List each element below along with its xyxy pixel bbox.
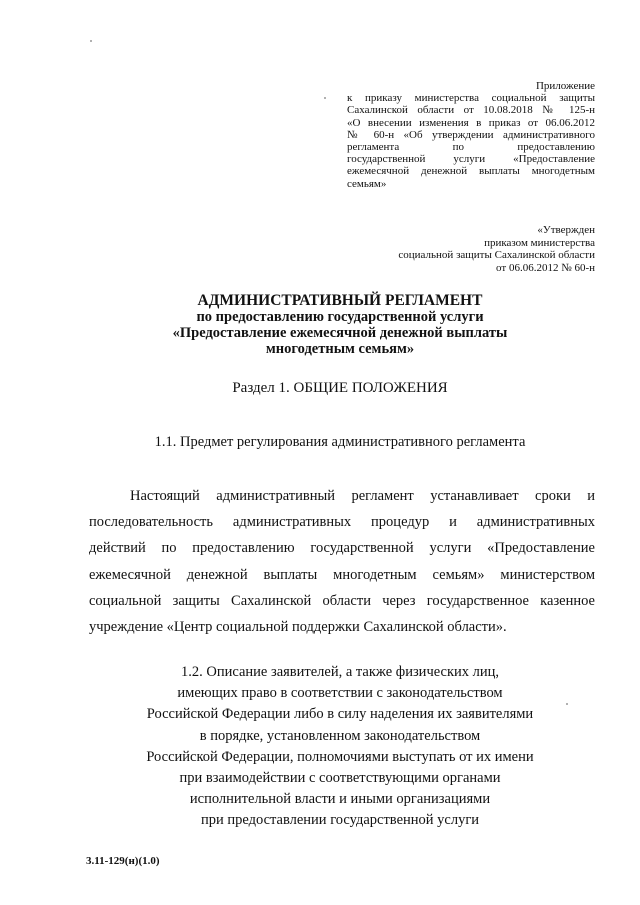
scan-speck (90, 40, 92, 42)
heading-line: имеющих право в соответствии с законодательством (177, 685, 503, 702)
scan-speck (566, 703, 568, 705)
title-line: АДМИНИСТРАТИВНЫЙ РЕГЛАМЕНТ (197, 292, 483, 309)
appendix-line: регламента по предоставлению (347, 141, 595, 154)
paragraph-line: учреждение «Центр социальной поддержки Сахалинской области». (89, 619, 507, 636)
appendix-line: «О внесении изменения в приказ от 06.06.2012 (347, 116, 595, 129)
appendix-note (347, 80, 595, 190)
scan-speck (324, 97, 326, 99)
paragraph-1-1 (89, 483, 595, 640)
heading-line: в порядке, установленном законодательством (199, 727, 481, 744)
heading-line: Российской Федерации, полномочиями выступать от их имени (146, 748, 534, 765)
paragraph-line: последовательность административных процедур и административных (89, 514, 595, 531)
heading-line: при взаимодействии с соответствующими органами (179, 770, 501, 787)
heading-line: исполнительной власти и иными организациями (189, 791, 491, 808)
heading-line: Российской Федерации либо в силу наделения их заявителями (146, 706, 534, 723)
heading-line: 1.2. Описание заявителей, а также физических лиц, (180, 664, 500, 680)
section-heading: Раздел 1. ОБЩИЕ ПОЛОЖЕНИЯ (232, 380, 448, 396)
approval-line: от 06.06.2012 № 60-н (496, 261, 595, 274)
approval-note (330, 224, 595, 274)
appendix-line: ежемесячной денежной выплаты многодетным (347, 165, 595, 178)
title-line: по предоставлению государственной услуги (196, 309, 484, 325)
paragraph-line: действий по предоставлению государственной услуги «Предоставление (89, 540, 595, 557)
paragraph-line: социальной защиты Сахалинской области через государственное казенное (89, 592, 595, 609)
subsection-1-2-heading (80, 662, 600, 832)
title-line: многодетным семьям» (265, 341, 415, 357)
appendix-line: государственной услуги «Предоставление (347, 153, 595, 166)
approval-line: социальной защиты Сахалинской области (398, 249, 595, 262)
document-title (80, 293, 600, 357)
appendix-line: семьям» (347, 177, 387, 190)
appendix-line: № 60-н «Об утверждении административного (347, 128, 595, 141)
paragraph-line: ежемесячной денежной выплаты многодетным семьям» министерством (89, 566, 595, 583)
document-code: 3.11-129(н)(1.0) (86, 855, 160, 867)
appendix-line: Сахалинской области от 10.08.2018 № 125-н (347, 104, 595, 117)
subsection-1-1-heading: 1.1. Предмет регулирования административного регламента (154, 434, 526, 450)
appendix-heading: Приложение (535, 80, 595, 92)
approval-line: приказом министерства (484, 236, 595, 249)
title-line: «Предоставление ежемесячной денежной выплаты (172, 325, 508, 341)
appendix-line: к приказу министерства социальной защиты (347, 92, 595, 105)
paragraph-line: Настоящий административный регламент устанавливает сроки и (130, 488, 595, 504)
heading-line: при предоставлении государственной услуги (200, 812, 480, 829)
approval-line: «Утвержден (537, 224, 595, 236)
